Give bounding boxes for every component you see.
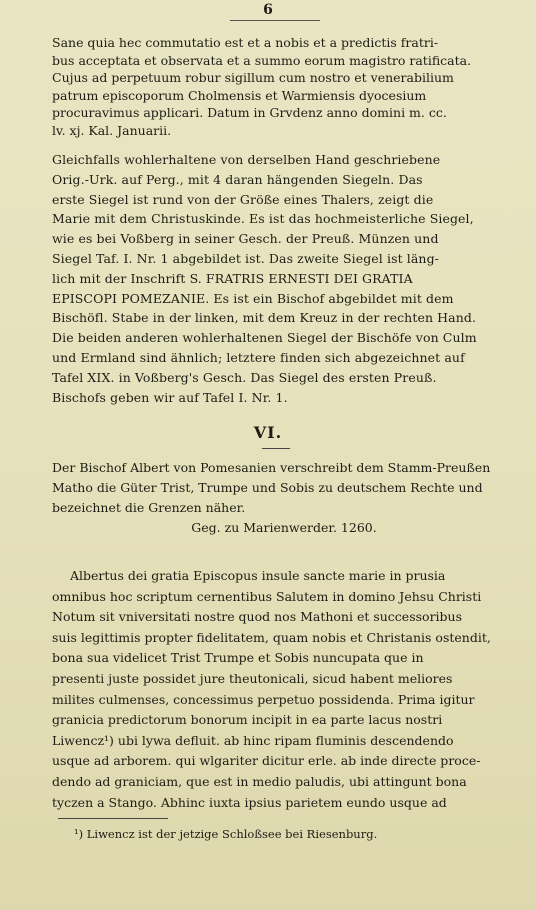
- text-line: Bischofs geben wir auf Tafel I. Nr. 1.: [52, 389, 288, 405]
- text-line: lv. xj. Kal. Januarii.: [52, 122, 172, 138]
- text-line: Siegel Taf. I. Nr. 1 abgebildet ist. Das zweite Siegel ist läng-: [52, 250, 440, 266]
- text-line: milites culmenses, concessimus perpetuo possidenda. Prima igitur: [52, 691, 475, 707]
- text-line: Bischöfl. Stabe in der linken, mit dem Kreuz in der rechten Hand.: [52, 310, 477, 326]
- section-number: VI.: [253, 423, 283, 442]
- footnote-rule: [58, 818, 168, 819]
- text-line: Die beiden anderen wohlerhaltenen Siegel der Bischöfe von Culm: [52, 330, 477, 346]
- latin-intro-paragraph: [52, 34, 516, 139]
- text-line: suis legittimis propter fidelitatem, quam nobis et Christanis ostendit,: [52, 629, 491, 645]
- heading-line: Der Bischof Albert von Pomesanien verschreibt dem Stamm-Preußen: [52, 460, 491, 475]
- text-line: EPISCOPI POMEZANIE. Es ist ein Bischof abgebildet mit dem: [52, 290, 454, 306]
- text-line: patrum episcoporum Cholmensis et Warmiensis dyocesium: [52, 87, 427, 103]
- text-line: und Ermland sind ähnlich; letztere finden sich abgezeichnet auf: [52, 349, 465, 365]
- heading-line: Matho die Güter Trist, Trumpe und Sobis zu deutschem Rechte und: [52, 480, 483, 495]
- latin-charter-paragraph: [52, 566, 516, 813]
- text-line: bus acceptata et observata et a summo eorum magistro ratificata.: [52, 52, 472, 68]
- text-line: omnibus hoc scriptum cernentibus Salutem in domino Jehsu Christi: [52, 588, 482, 604]
- text-line: Orig.-Urk. auf Perg., mit 4 daran hängenden Siegeln. Das: [52, 171, 423, 187]
- text-line: Liwencz¹) ubi lywa defluit. ab hinc ripam fluminis descendendo: [52, 732, 454, 748]
- text-line: dendo ad graniciam, que est in medio paludis, ubi attingunt bona: [52, 773, 467, 789]
- text-line: Sane quia hec commutatio est et a nobis et a predictis fratri-: [52, 35, 439, 50]
- section-heading: [52, 458, 516, 538]
- text-line: wie es bei Voßberg in seiner Gesch. der Preuß. Münzen und: [52, 231, 439, 247]
- text-line: granicia predictorum bonorum incipit in ea parte lacus nostri: [52, 712, 443, 728]
- text-line: usque ad arborem. qui wlgariter dicitur erle. ab inde directe proce-: [52, 753, 481, 769]
- section-dateline: Geg. zu Marienwerder. 1260.: [191, 520, 377, 535]
- heading-line: bezeichnet die Grenzen näher.: [52, 500, 246, 515]
- text-line: Cujus ad perpetuum robur sigillum cum nostro et venerabilium: [52, 70, 454, 85]
- header-rule: [230, 20, 320, 21]
- text-line: Albertus dei gratia Episcopus insule sancte marie in prusia: [70, 568, 446, 583]
- text-line: Gleichfalls wohlerhaltene von derselben Hand geschriebene: [52, 152, 441, 167]
- text-line: presenti juste possidet jure theutonicali, sicud habent meliores: [52, 670, 453, 686]
- page-number: 6: [263, 2, 273, 18]
- section-rule: [262, 448, 290, 449]
- text-line: Marie mit dem Christuskinde. Es ist das hochmeisterliche Siegel,: [52, 211, 474, 227]
- text-line: bona sua videlicet Trist Trumpe et Sobis nuncupata que in: [52, 650, 424, 666]
- text-line: Notum sit vniversitati nostre quod nos Mathoni et successoribus: [52, 609, 463, 625]
- text-line: Tafel XIX. in Voßberg's Gesch. Das Siegel des ersten Preuß.: [52, 369, 437, 385]
- text-line: procuravimus applicari. Datum in Grvdenz anno domini m. cc.: [52, 105, 447, 120]
- footnote: ¹) Liwencz ist der jetzige Schloßsee bei Riesenburg.: [74, 827, 378, 841]
- german-note-paragraph: [52, 150, 516, 407]
- text-line: tyczen a Stango. Abhinc iuxta ipsius parietem eundo usque ad: [52, 794, 447, 810]
- text-line: lich mit der Inschrift S. FRATRIS ERNESTI DEI GRATIA: [52, 270, 413, 286]
- text-line: erste Siegel ist rund von der Größe eines Thalers, zeigt die: [52, 191, 434, 207]
